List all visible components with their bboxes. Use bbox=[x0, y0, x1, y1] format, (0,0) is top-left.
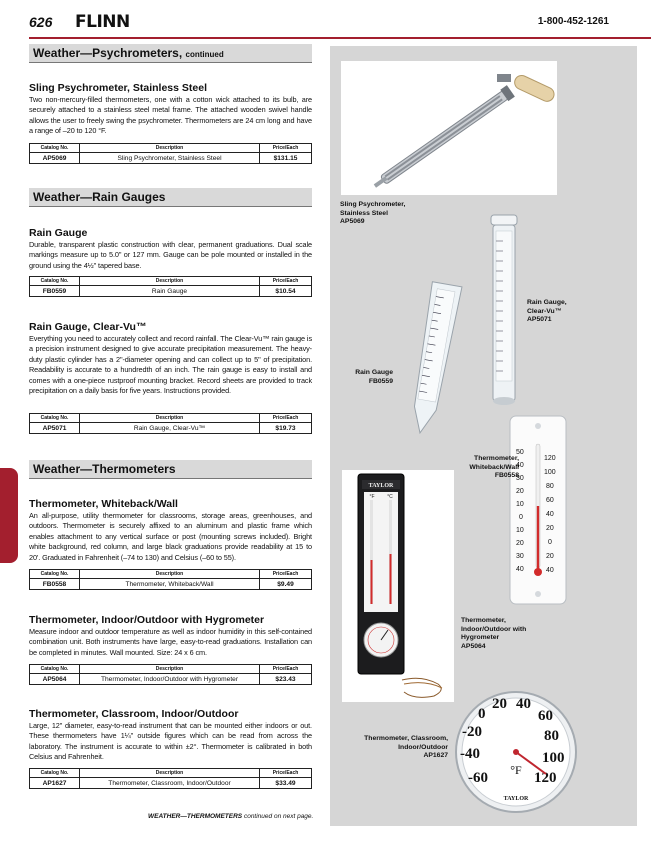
scale-f-120: 120 bbox=[544, 455, 556, 462]
taylor-dial-logo: TAYLOR bbox=[503, 796, 529, 802]
caption-rain-gauge bbox=[343, 369, 393, 386]
dial-m60: -60 bbox=[468, 770, 488, 786]
dial-m20: -20 bbox=[462, 724, 482, 740]
classroom-dial-thermometer-image bbox=[454, 690, 578, 814]
table-row bbox=[30, 423, 312, 434]
item-description: Thermometer, Classroom, Indoor/Outdoor bbox=[80, 778, 260, 789]
item-description: Rain Gauge bbox=[80, 286, 260, 297]
item-description: Sling Psychrometer, Stainless Steel bbox=[80, 153, 260, 164]
product-description: Two non-mercury-filled thermometers, one with a cotton wick attached to its bulb, are securely attached to a stainless steel metal frame. The attached wooden swivel handle allows the user to freely swing the psychrometer. Thermometers are 24 cm long and have a range of –20 to 120 °F. bbox=[29, 95, 312, 136]
scale-c-m10: 10 bbox=[516, 527, 524, 534]
caption-line: Indoor/Outdoor with bbox=[461, 625, 527, 633]
catalog-number: AP5071 bbox=[30, 423, 80, 434]
caption-classroom bbox=[360, 735, 448, 761]
scale-c-m20: 20 bbox=[516, 540, 524, 547]
col-catalog: Catalog No. bbox=[30, 665, 80, 674]
caption-line: Indoor/Outdoor bbox=[398, 743, 448, 751]
catalog-table-rain-gauge bbox=[29, 276, 312, 297]
clear-vu-rain-gauge-image bbox=[481, 211, 525, 407]
catalog-table-sling bbox=[29, 143, 312, 164]
dial-80: 80 bbox=[544, 728, 559, 744]
product-title: Thermometer, Classroom, Indoor/Outdoor bbox=[29, 708, 239, 720]
scale-c-30: 30 bbox=[516, 475, 524, 482]
scale-c-20: 20 bbox=[516, 488, 524, 495]
scale-c-0: 0 bbox=[519, 514, 523, 521]
col-price: Price/Each bbox=[260, 665, 312, 674]
section-heading-thermometers bbox=[29, 460, 312, 479]
catalog-table-whiteback bbox=[29, 569, 312, 590]
scale-f-40: 40 bbox=[546, 511, 554, 518]
col-description: Description bbox=[80, 665, 260, 674]
dial-0: 0 bbox=[478, 706, 486, 722]
catalog-number: AP5064 bbox=[30, 674, 80, 685]
item-price: $131.15 bbox=[260, 153, 312, 164]
phone-number: 1-800-452-1261 bbox=[537, 16, 609, 27]
col-description: Description bbox=[80, 144, 260, 153]
dial-60: 60 bbox=[538, 708, 553, 724]
caption-line: Stainless Steel bbox=[340, 209, 388, 217]
dial-120: 120 bbox=[534, 770, 557, 786]
scale-f-m40: 40 bbox=[546, 567, 554, 574]
caption-line: Thermometer, bbox=[474, 455, 519, 462]
scale-c-m40: 40 bbox=[516, 566, 524, 573]
whiteback-thermometer-image bbox=[508, 414, 568, 606]
item-price: $19.73 bbox=[260, 423, 312, 434]
col-catalog: Catalog No. bbox=[30, 769, 80, 778]
scale-f-0: 0 bbox=[548, 539, 552, 546]
item-price: $10.54 bbox=[260, 286, 312, 297]
col-description: Description bbox=[80, 570, 260, 579]
col-price: Price/Each bbox=[260, 277, 312, 286]
col-description: Description bbox=[80, 277, 260, 286]
product-description: Durable, transparent plastic construction with clear, permanent graduations. Dual scale markings measure up to 5.0" or 127 mm. Gauge can be pole mounted or installed in the ground using the 4½" tapered base. bbox=[29, 240, 312, 270]
product-rain-gauge bbox=[29, 227, 312, 271]
col-catalog: Catalog No. bbox=[30, 277, 80, 286]
section-heading-psychrometers bbox=[29, 44, 312, 63]
table-row bbox=[30, 579, 312, 590]
caption-line: Clear-Vu™ bbox=[527, 307, 562, 315]
continued-section: WEATHER—THERMOMETERS bbox=[148, 813, 243, 820]
table-row bbox=[30, 674, 312, 685]
caption-line: AP5071 bbox=[527, 316, 552, 324]
caption-clear-vu bbox=[527, 299, 567, 325]
section-title: Weather—Rain Gauges bbox=[33, 190, 166, 204]
scale-c-50: 50 bbox=[516, 449, 524, 456]
catalog-table-clear-vu bbox=[29, 413, 312, 434]
catalog-table-hygrometer bbox=[29, 664, 312, 685]
scale-c-10: 10 bbox=[516, 501, 524, 508]
caption-hygrometer bbox=[461, 617, 526, 651]
col-price: Price/Each bbox=[260, 769, 312, 778]
dial-m40: -40 bbox=[460, 746, 480, 762]
caption-line: FB0558 bbox=[494, 472, 519, 480]
hygrometer-thermometer-image bbox=[342, 470, 454, 702]
table-row bbox=[30, 153, 312, 164]
catalog-number: FB0558 bbox=[30, 579, 80, 590]
caption-sling bbox=[340, 201, 405, 227]
item-price: $9.49 bbox=[260, 579, 312, 590]
catalog-number: AP1627 bbox=[30, 778, 80, 789]
product-title: Thermometer, Whiteback/Wall bbox=[29, 498, 178, 510]
item-description: Thermometer, Indoor/Outdoor with Hygrometer bbox=[80, 674, 260, 685]
caption-line: Sling Psychrometer, bbox=[340, 201, 406, 208]
taylor-logo: TAYLOR bbox=[368, 483, 394, 489]
continued-label: continued bbox=[185, 50, 224, 59]
section-title: Weather—Psychrometers, bbox=[33, 46, 183, 60]
dial-f-symbol: °F bbox=[510, 763, 522, 777]
product-thermometer-classroom bbox=[29, 708, 312, 763]
caption-line: Whiteback/Wall bbox=[469, 463, 519, 471]
page-header bbox=[29, 12, 651, 38]
continued-note bbox=[148, 813, 313, 820]
scale-f-m20: 20 bbox=[546, 553, 554, 560]
product-description: Large, 12" diameter, easy-to-read instrument that can be mounted either indoors or out. These thermometers have 1¼" outside figures which can be read from across the laboratory. The instrument is accurate to within ±2°. Thermometer is calibrated in both Celsius and Fahrenheit. bbox=[29, 721, 312, 762]
caption-line: Thermometer, bbox=[461, 617, 506, 624]
col-price: Price/Each bbox=[260, 414, 312, 423]
dial-100: 100 bbox=[542, 750, 565, 766]
section-title: Weather—Thermometers bbox=[33, 462, 176, 476]
caption-line: Rain Gauge bbox=[355, 369, 393, 376]
item-description: Rain Gauge, Clear-Vu™ bbox=[80, 423, 260, 434]
caption-line: AP1627 bbox=[423, 752, 448, 760]
catalog-number: AP5069 bbox=[30, 153, 80, 164]
scale-f-100: 100 bbox=[544, 469, 556, 476]
dial-20: 20 bbox=[492, 696, 507, 712]
catalog-table-classroom bbox=[29, 768, 312, 789]
col-catalog: Catalog No. bbox=[30, 414, 80, 423]
col-price: Price/Each bbox=[260, 144, 312, 153]
caption-line: Hygrometer bbox=[461, 634, 500, 642]
item-price: $23.43 bbox=[260, 674, 312, 685]
page-number: 626 bbox=[29, 14, 53, 30]
scale-c-40: 40 bbox=[516, 462, 524, 469]
item-description: Thermometer, Whiteback/Wall bbox=[80, 579, 260, 590]
caption-line: Thermometer, Classroom, bbox=[364, 735, 448, 742]
col-description: Description bbox=[80, 769, 260, 778]
col-price: Price/Each bbox=[260, 570, 312, 579]
continued-text: continued on next page. bbox=[243, 813, 314, 820]
sling-psychrometer-image bbox=[341, 61, 557, 195]
product-title: Thermometer, Indoor/Outdoor with Hygrometer bbox=[29, 614, 265, 626]
product-sling-psychrometer bbox=[29, 82, 312, 137]
product-description: Measure indoor and outdoor temperature as well as indoor humidity in this self-contained combination unit. Both instruments have large, easy-to-read graduations. Installation can be completed in minutes. Wall mounted. Size: 24 x 6 cm. bbox=[29, 627, 312, 657]
product-title: Rain Gauge, Clear-Vu™ bbox=[29, 321, 147, 333]
product-thermometer-whiteback bbox=[29, 498, 312, 563]
caption-line: AP5069 bbox=[340, 218, 365, 226]
scale-f-60: 60 bbox=[546, 497, 554, 504]
item-price: $33.49 bbox=[260, 778, 312, 789]
scale-f-80: 80 bbox=[546, 483, 554, 490]
caption-line: FB0559 bbox=[368, 377, 393, 385]
product-rain-gauge-clear-vu bbox=[29, 321, 312, 396]
caption-line: AP5064 bbox=[461, 642, 486, 650]
scale-f-20: 20 bbox=[546, 525, 554, 532]
fahrenheit-label: °F bbox=[369, 494, 375, 500]
brand-logo: FLINN bbox=[75, 12, 130, 32]
dial-40: 40 bbox=[516, 696, 531, 712]
rain-gauge-image bbox=[393, 279, 473, 439]
celsius-label: °C bbox=[387, 494, 393, 500]
col-description: Description bbox=[80, 414, 260, 423]
section-heading-rain-gauges bbox=[29, 188, 312, 207]
caption-whiteback bbox=[455, 455, 519, 481]
product-title: Sling Psychrometer, Stainless Steel bbox=[29, 82, 207, 94]
table-row bbox=[30, 286, 312, 297]
catalog-number: FB0559 bbox=[30, 286, 80, 297]
scale-c-m30: 30 bbox=[516, 553, 524, 560]
section-tab bbox=[0, 468, 18, 563]
table-row bbox=[30, 778, 312, 789]
product-description: Everything you need to accurately collect and record rainfall. The Clear-Vu™ rain gauge is a precision instrument designed to give accurate precipitation measurement. The heavy-duty plastic cylinder has a 2"-diameter opening and can collect up to 5" of precipitation. Readability is accurate to a hundredth of an inch. The rain gauge is easy to install and comes with a one-piece rustproof mounting bracket. Record sheets are provided to track precipitation on a daily basis for five years. Instructions provided. bbox=[29, 334, 312, 396]
product-description: An all-purpose, utility thermometer for classrooms, storage areas, greenhouses, and outdoors. Thermometer is securely affixed to an aluminum and plastic frame which enables attachment to any vertical surface or post (mounting screws included). Bright white background, red column, and large black graduations provide readability at 15 to 20'. Graduated in Fahrenheit (–74 to 130) and Celsius (–60 to 55). bbox=[29, 511, 312, 562]
header-rule bbox=[29, 37, 651, 39]
product-title: Rain Gauge bbox=[29, 227, 88, 239]
col-catalog: Catalog No. bbox=[30, 144, 80, 153]
col-catalog: Catalog No. bbox=[30, 570, 80, 579]
product-thermometer-hygrometer bbox=[29, 614, 312, 658]
caption-line: Rain Gauge, bbox=[527, 299, 567, 306]
